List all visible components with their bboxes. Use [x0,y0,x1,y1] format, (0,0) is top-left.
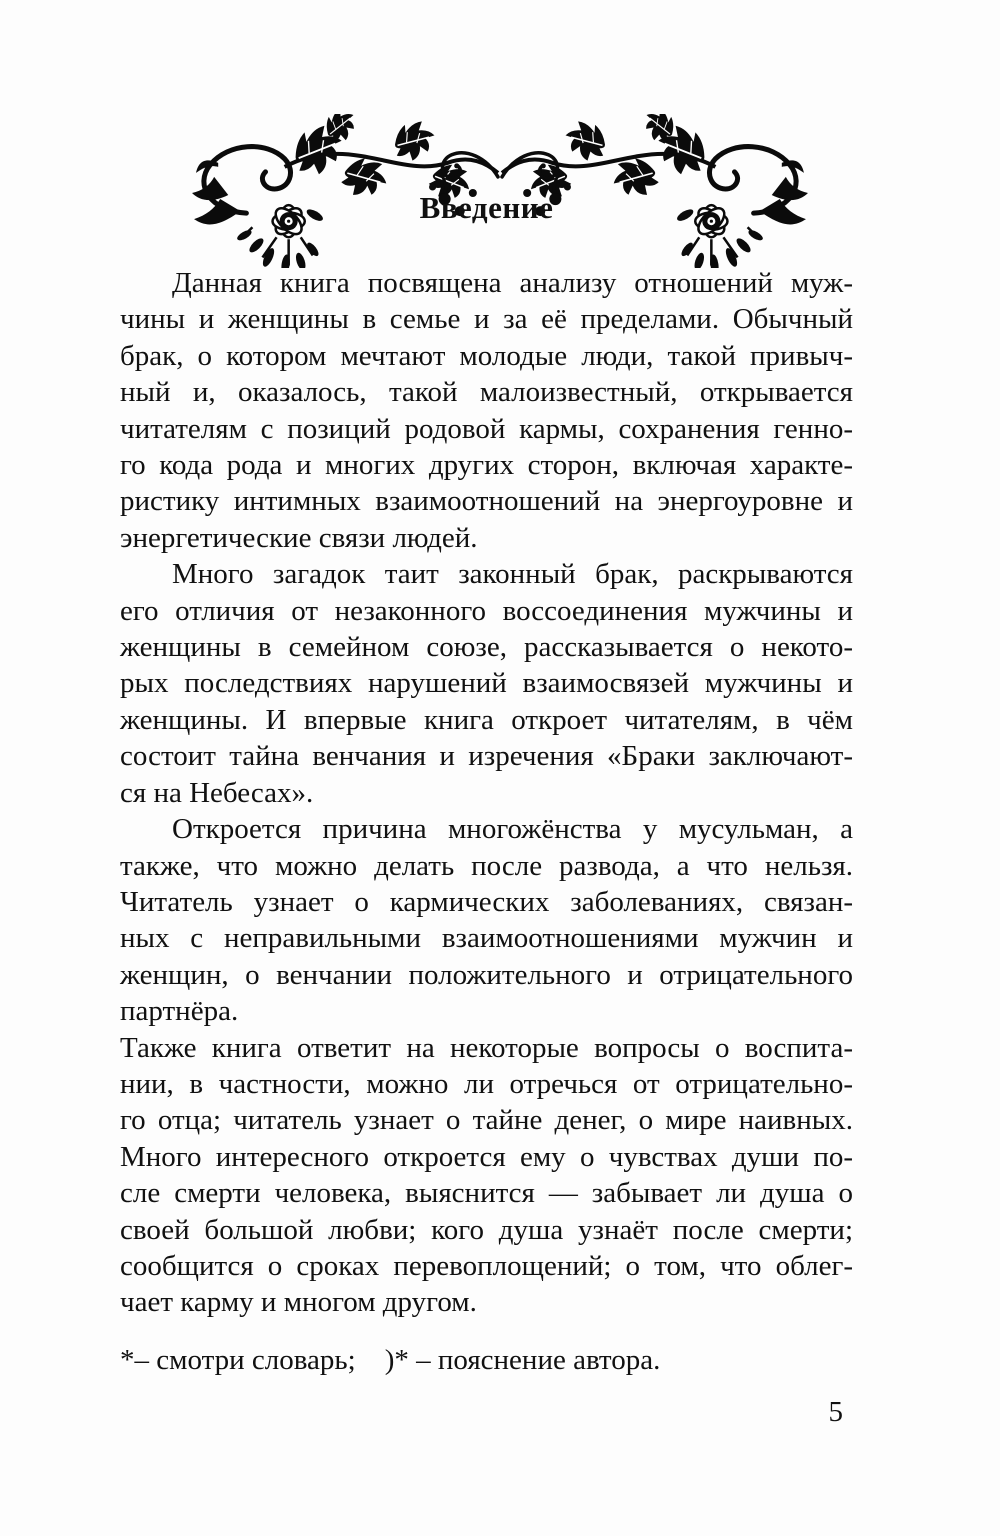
text-line: состоит тайна венчания и изречения «Браки заключают- [120,740,853,773]
text-line: женщин, о венчании положительного и отрицательного [120,958,853,991]
footnote: *– смотри словарь; )* – пояснение автора. [120,1344,661,1376]
body-text [120,265,853,1321]
text-line: ных с неправильными взаимоотношениями мужчин и [120,922,853,955]
text-line: ся на Небесах». [120,776,314,809]
text-line: его отличия от незаконного воссоединения мужчины и [120,594,853,627]
page-title: Введение [419,190,554,225]
text-line: сле смерти человека, выяснится — забывает ли душа о [120,1177,853,1210]
text-line: чины и женщины в семье и за её пределами. Обычный [120,303,853,336]
text-line: женщины в семейном союзе, рассказывается о некото- [120,631,853,664]
text-line: Много интересного откроется ему о чувствах души по- [120,1140,853,1173]
text-line: ный и, оказалось, такой малоизвестный, открывается [120,376,853,409]
text-line: Также книга ответит на некоторые вопросы о воспита- [120,1031,853,1064]
paragraph [120,1030,853,1321]
text-line: Много загадок таит законный брак, раскрываются [172,558,853,591]
text-line: читателям с позиций родовой кармы, сохранения генно- [120,412,853,445]
page-number: 5 [828,1396,843,1428]
text-line: чает карму и многом другом. [120,1286,477,1319]
text-line: го отца; читатель узнает о тайне денег, о мире наивных. [120,1104,853,1137]
text-line: брак, о котором мечтают молодые люди, такой привыч- [120,339,853,372]
text-line: Откроется причина многожёнства у мусульман, а [172,813,853,846]
text-line: женщины. И впервые книга откроет читателям, в чём [120,703,853,736]
text-line: рых последствиях нарушений взаимосвязей мужчины и [120,667,853,700]
text-line: своей большой любви; кого душа узнаёт после смерти; [120,1213,853,1246]
paragraph [120,811,853,1029]
text-line: Данная книга посвящена анализу отношений муж- [172,267,853,299]
text-line: го кода рода и многих других сторон, включая характе- [120,449,853,482]
text-line: партнёра. [120,995,239,1028]
text-line: энергетические связи людей. [120,521,478,554]
text-line: сообщится о сроках перевоплощений; о том, что облег- [120,1249,853,1282]
text-line: нии, в частности, можно ли отречься от отрицательно- [120,1067,853,1100]
text-line: ристику интимных взаимоотношений на энергоуровне и [120,485,853,518]
paragraph [120,556,853,811]
paragraph [120,265,853,556]
text-line: также, что можно делать после развода, а что нельзя. [120,849,853,882]
text-line: Читатель узнает о кармических заболеваниях, связан- [120,885,853,918]
